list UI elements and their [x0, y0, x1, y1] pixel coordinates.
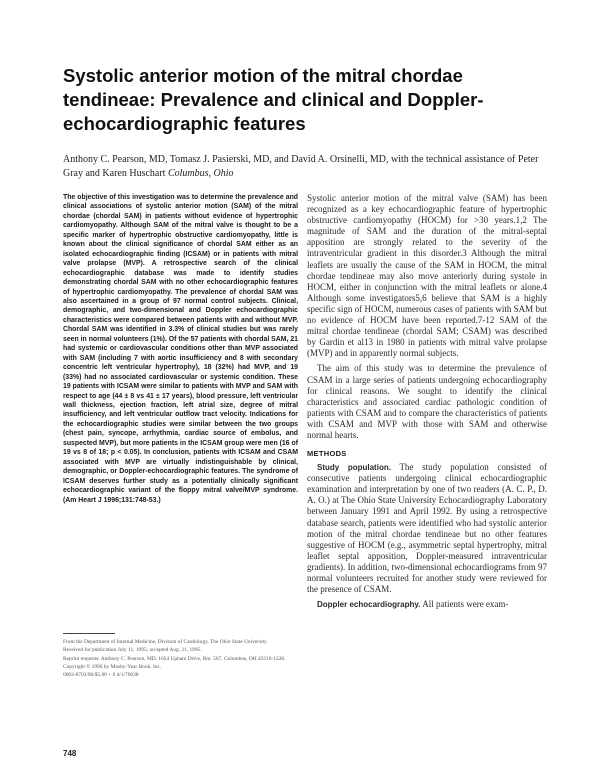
page-number: 748 [63, 749, 77, 758]
footnote-issn: 0002-8703/96/$5.00 + 0 4/1/70038 [63, 672, 139, 679]
author-names: Anthony C. Pearson, MD, Tomasz J. Pasierski, MD, and David A. Orsinelli, MD, with the technical assistance of Peter Gray and Karen Huschart [63, 154, 539, 179]
doppler-heading: Doppler echocardiography. [317, 600, 421, 610]
article-title: Systolic anterior motion of the mitral chordae tendineae: Prevalence and clinical and Doppler-echocardiographic features [63, 65, 484, 134]
study-population-paragraph [307, 462, 547, 595]
abstract: The objective of this investigation was to determine the prevalence and clinical associations of systolic anterior motion (SAM) of the mitral chordae (chordal SAM) in patients without evidence of hypertrophic cardiomyopathy. Although SAM of the mitral valve is thought to be a specific marker of hypertrophic obstructive cardiomyopathy, little is known about the clinical significance of chordal SAM either as an isolated echocardiographic finding (ICSAM) or in patients with mitral valve prolapse (MVP). A retrospective search of the clinical echocardiographic database was made to identify studies demonstrating chordal SAM with no other echocardiographic features of hypertrophic cardiomyopathy. The prevalence of chordal SAM was also ascertained in a group of 97 normal control subjects. Clinical, demographic, and two-dimensional and Doppler echocardiographic characteristics were compared between patients with and without MVP. Chordal SAM was identified in 3.3% of clinical studies but was rarely seen in normal volunteers (1%). Of the 57 patients with chordal SAM, 21 had systemic or cardiovascular conditions other than MVP associated with SAM (including 7 with aortic insufficiency and 8 with secondary concentric left ventricular hypertrophy), 18 (32%) had MVP, and 19 (33%) had no associated cardiovascular or systemic condition. These 19 patients with ICSAM were similar to patients with MVP and SAM with respect to age (44 ± 8 vs 41 ± 17 years), blood pressure, left ventricular wall thickness, ejection fraction, left atrial size, degree of mitral insufficiency, and left ventricular outflow tract velocity. Indications for the echocardiographic studies were similar between the two groups (chest pain, syncope, arrhythmia, cardiac source of embolus, and suspected MVP), but more patients in the ICSAM group were men (16 of 19 vs 8 of 18; p < 0.05). In conclusion, patients with ICSAM and CSAM associated with MVP are virtually indistinguishable by clinical, demographic, or Doppler-echocardiographic features. The syndrome of ICSAM deserves further study as a potentially clinically significant echocardiographic variant of the floppy mitral valve/MVP syndrome. (Am Heart J 1996;131:748-53.) [63, 194, 298, 504]
author-institution: Columbus, Ohio [167, 168, 234, 179]
footnote-affiliation: From the Department of Internal Medicine, Division of Cardiology, The Ohio State University. [63, 639, 268, 645]
doppler-text: All patients were exam- [422, 599, 509, 610]
intro-paragraph-1: Systolic anterior motion of the mitral valve (SAM) has been recognized as a key echocardiographic feature of hypertrophic obstructive cardiomyopathy (HOCM) for >30 years.1,2 The magnitude of SAM and the duration of the mitral-septal apposition are strongly related to the severity of the intraventricular gradient in this disorder.3 Although the mitral leaflets are usually the cause of the SAM in HOCM, the mitral chordae tendineae may also move anteriorly during systole in HOCM, either in conjunction with the mitral leaflets or alone.4 Although some investigators5,6 believe that SAM is a highly specific sign of HOCM, numerous cases of patients with SAM but no evidence of HOCM have been reported.7-12 SAM of the mitral chordae tendineae (chordal SAM; CSAM) was described by Gardin et al13 in 1980 in patients with mitral valve prolapse (MVP) and in apparently normal subjects. [307, 193, 547, 359]
footnotes [63, 638, 293, 679]
footnote-reprint: Reprint requests: Anthony C. Pearson, MD, 1654 Upham Drive, Rm. 567, Columbus, OH 43210-1228. [63, 655, 286, 662]
footnote-copyright: Copyright © 1996 by Mosby-Year Book, Inc. [63, 663, 162, 670]
footnote-received: Received for publication July 11, 1995; accepted Aug. 21, 1995. [63, 647, 202, 654]
footnote-rule [63, 633, 115, 634]
right-column [307, 193, 547, 610]
intro-paragraph-2: The aim of this study was to determine the prevalence of CSAM in a large series of patients undergoing echocardiography for clinical reasons. We sought to identify the clinical characteristics and associated cardiac pathologic condition of patients with CSAM and to compare the characteristics of patients with CSAM and MVP with those with SAM and otherwise normal hearts. [307, 363, 547, 440]
methods-heading: METHODS [307, 449, 347, 459]
left-column [63, 193, 298, 505]
author-line [63, 153, 543, 181]
doppler-paragraph [307, 599, 547, 610]
study-population-text: The study population consisted of consecutive patients undergoing clinical echocardiographic examination and interpretation by one of two readers (A. C. P., D. A. O.) at The Ohio State University Echocardiography Laboratory between January 1991 and April 1992. By using a retrospective database search, patients were identified who had systolic anterior motion of the mitral chordae tendineae but no other features suggestive of HOCM (e.g., asymmetric septal hypertrophy, mitral leaflet septal apposition, Doppler-measured intraventricular gradients). In addition, two-dimensional echocardiograms from 97 normal volunteers recruited for another study were reviewed for the presence of CSAM. [307, 462, 548, 595]
study-population-heading: Study population. [317, 463, 391, 473]
